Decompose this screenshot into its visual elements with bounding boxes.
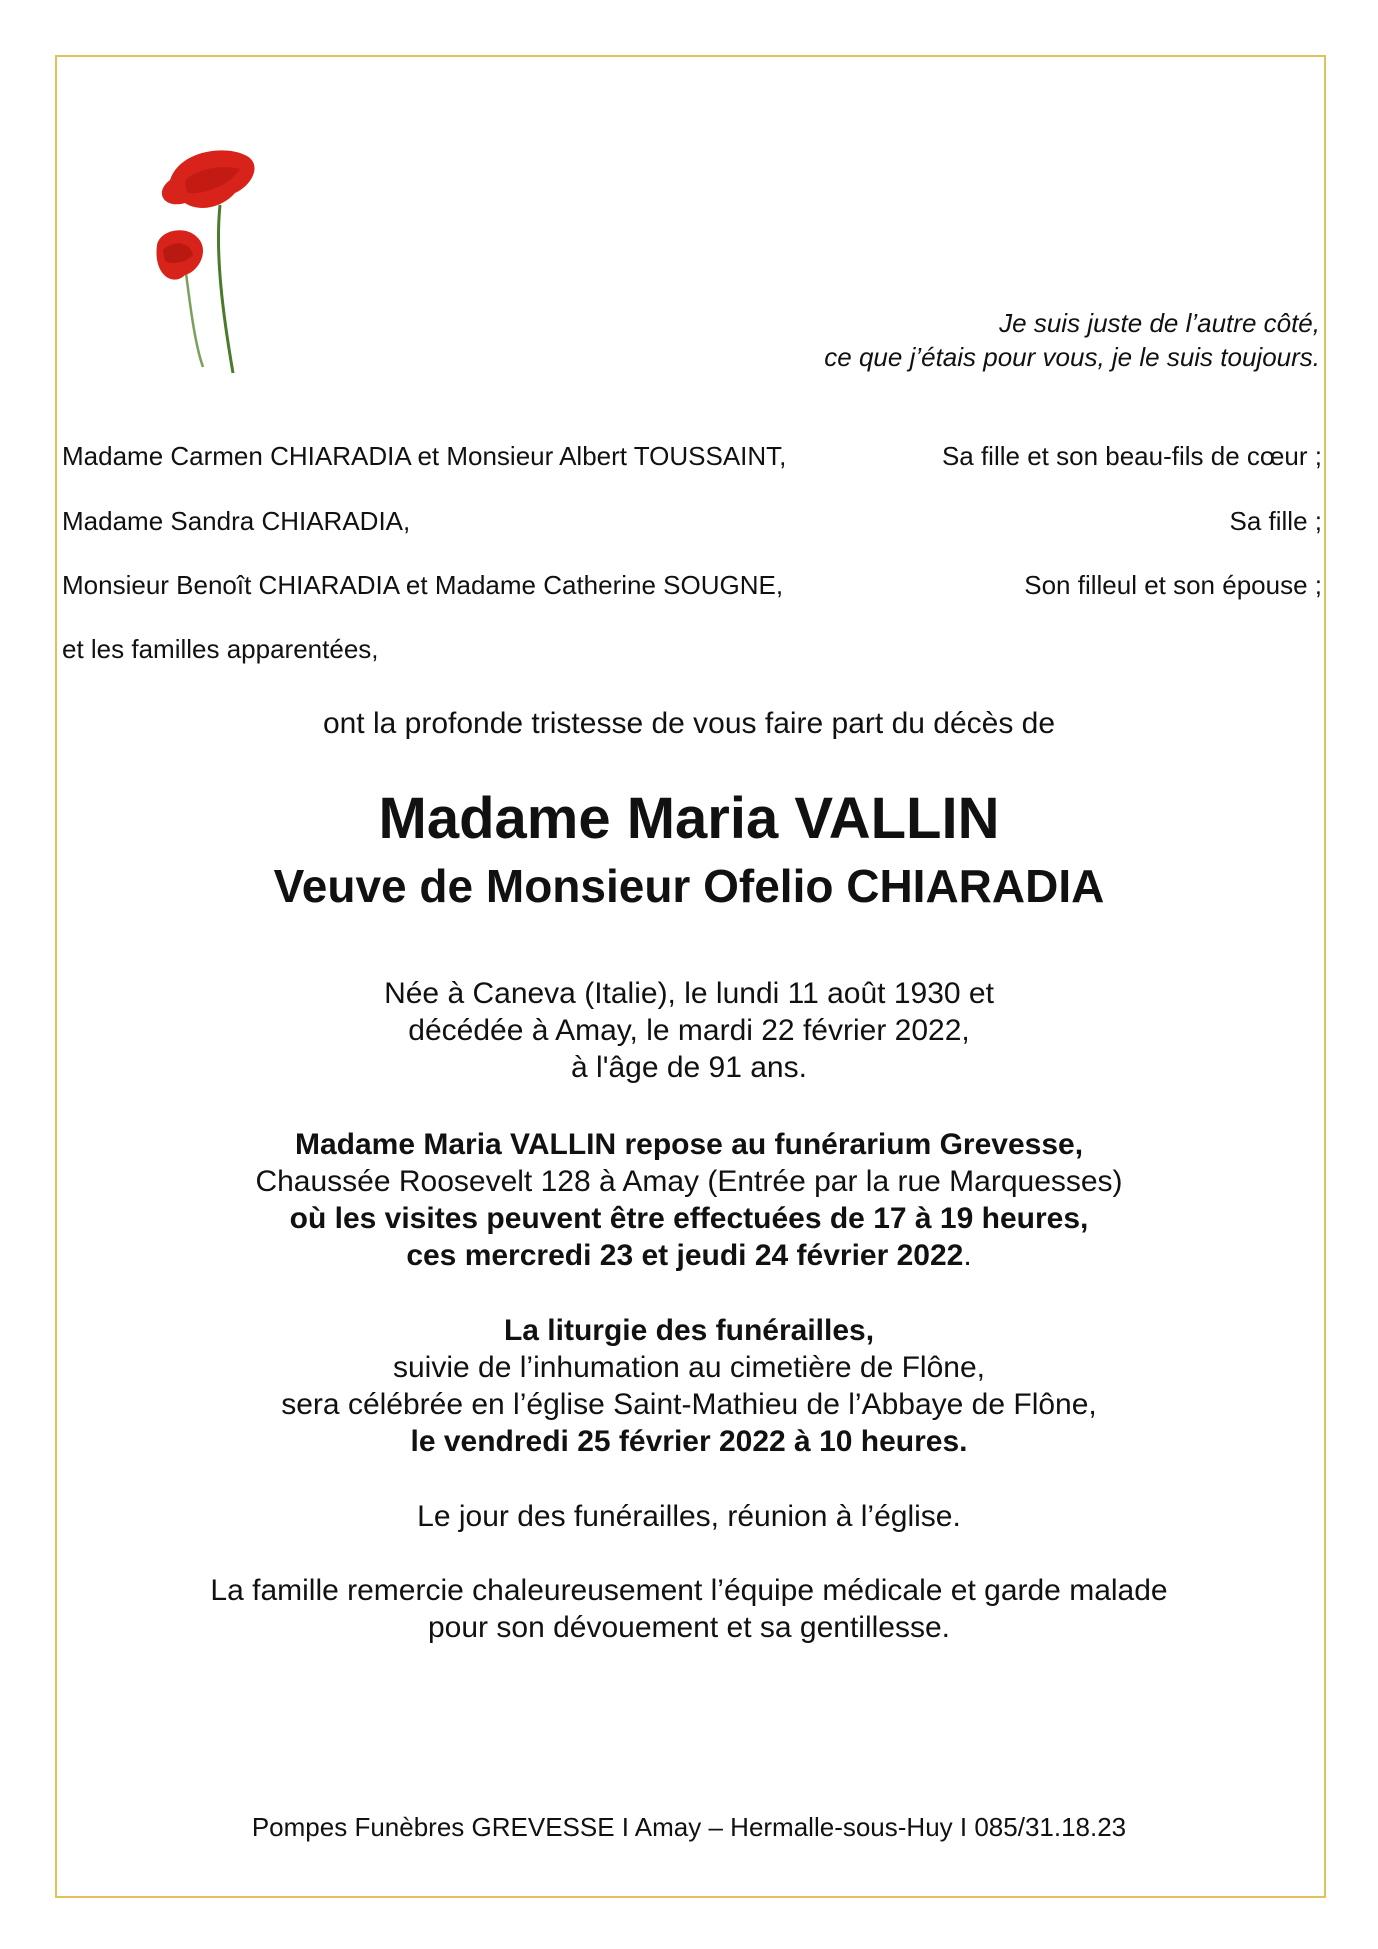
epitaph-quote	[824, 306, 1320, 374]
info-line: à l'âge de 91 ans.	[571, 1051, 807, 1084]
announcement: ont la profonde tristesse de vous faire part du décès de	[322, 707, 1056, 740]
quote-line: ce que j’étais pour vous, je le suis toujours.	[824, 342, 1320, 372]
info-line: le vendredi 25 février 2022 à 10 heures.	[410, 1425, 968, 1458]
family-relation: Sa fille ;	[1229, 506, 1322, 536]
info-line: suivie de l’inhumation au cimetière de Flône,	[393, 1351, 985, 1384]
info-line: Chaussée Roosevelt 128 à Amay (Entrée par la rue Marquesses)	[255, 1165, 1123, 1198]
liturgy-info	[0, 1312, 1378, 1460]
visit-dates: ces mercredi 23 et jeudi 24 février 2022	[406, 1239, 964, 1272]
info-line: La famille remercie chaleureusement l’équipe médicale et garde malade	[210, 1574, 1168, 1607]
family-member: Madame Sandra CHIARADIA,	[62, 506, 411, 536]
info-line: sera célébrée en l’église Saint-Mathieu de l’Abbaye de Flône,	[281, 1388, 1097, 1421]
funeral-home-footer: Pompes Funèbres GREVESSE I Amay – Hermalle-sous-Huy I 085/31.18.23	[251, 1812, 1127, 1842]
family-member: Madame Carmen CHIARADIA et Monsieur Albert TOUSSAINT,	[62, 441, 787, 471]
family-relation: Sa fille et son beau-fils de cœur ;	[941, 441, 1322, 471]
birth-death-info	[0, 975, 1378, 1086]
info-line: La liturgie des funérailles,	[503, 1314, 875, 1347]
visit-dates-period: .	[963, 1239, 972, 1272]
info-line	[0, 1237, 1378, 1274]
meeting-info: Le jour des funérailles, réunion à l’église.	[417, 1500, 961, 1533]
family-relation: Son filleul et son épouse ;	[1024, 570, 1322, 600]
visitation-info	[0, 1126, 1378, 1274]
thanks-message	[0, 1572, 1378, 1646]
info-line: où les visites peuvent être effectuées de 17 à 19 heures,	[289, 1202, 1089, 1235]
info-line: pour son dévouement et sa gentillesse.	[428, 1611, 950, 1644]
info-line: décédée à Amay, le mardi 22 février 2022,	[408, 1014, 970, 1047]
quote-line: Je suis juste de l’autre côté,	[999, 308, 1320, 338]
info-line: Née à Caneva (Italie), le lundi 11 août 1930 et	[384, 977, 994, 1010]
deceased-name: Madame Maria VALLIN	[378, 786, 1000, 851]
info-line: Madame Maria VALLIN repose au funérarium Grevesse,	[294, 1128, 1084, 1161]
poppy-icon	[145, 145, 275, 375]
widow-of: Veuve de Monsieur Ofelio CHIARADIA	[273, 860, 1105, 912]
family-member: Monsieur Benoît CHIARADIA et Madame Catherine SOUGNE,	[62, 570, 784, 600]
family-member: et les familles apparentées,	[62, 634, 379, 664]
